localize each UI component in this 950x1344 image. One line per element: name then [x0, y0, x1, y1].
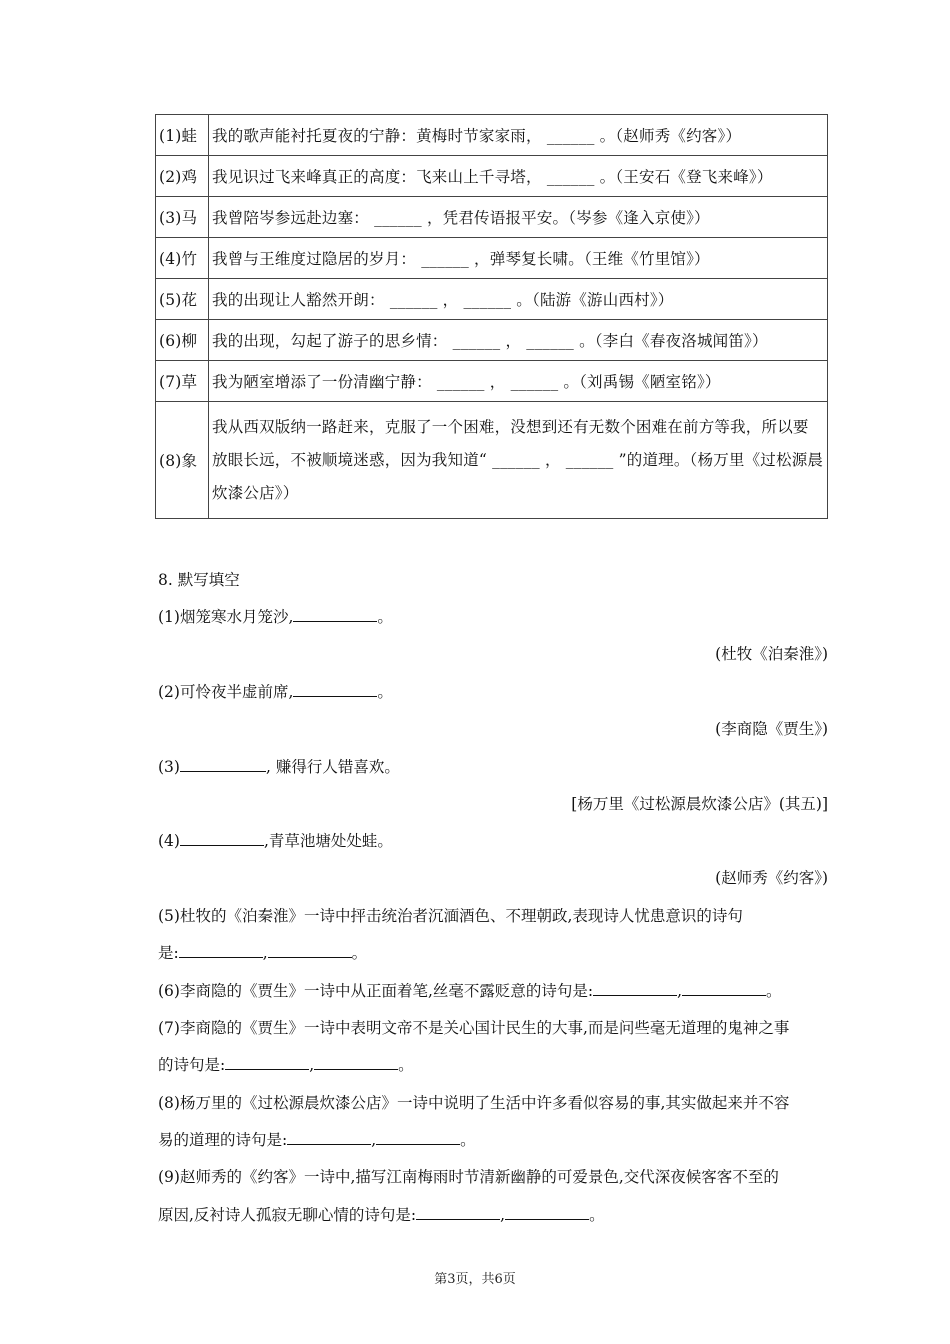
question-text: , 赚得行人错喜欢。	[265, 758, 400, 776]
question-text: 。	[351, 944, 368, 962]
table-row	[156, 238, 828, 279]
question-item	[158, 755, 830, 777]
question-text: 是:	[158, 944, 179, 962]
table-row	[156, 115, 828, 156]
question-text: (5)杜牧的《泊秦淮》一诗中抨击统治者沉湎酒色、不理朝政,表现诗人忧患意识的诗句	[158, 907, 743, 925]
question-item	[158, 829, 830, 851]
row-label: (8)象	[156, 402, 209, 519]
table-row	[156, 320, 828, 361]
answer-blank[interactable]	[314, 1055, 398, 1070]
row-text: 我见识过飞来峰真正的高度：飞来山上千寻塔， ______ 。（王安石《登飞来峰》）	[209, 156, 828, 197]
question-text: 。	[377, 608, 393, 626]
question-text: (4)	[158, 832, 180, 850]
answer-blank[interactable]	[293, 607, 377, 622]
row-label: (6)柳	[156, 320, 209, 361]
question-item	[158, 1203, 830, 1225]
answer-blank[interactable]	[268, 943, 352, 958]
question-text: 。	[766, 982, 782, 1000]
question-text: 的诗句是:	[158, 1056, 226, 1074]
question-text: 。	[460, 1131, 476, 1149]
row-text: 我为陋室增添了一份清幽宁静： ______ ， ______ 。（刘禹锡《陋室铭》）	[209, 361, 828, 402]
question-text: (7)李商隐的《贾生》一诗中表明文帝不是关心国计民生的大事,而是问些毫无道理的鬼神之事	[158, 1019, 790, 1037]
question-text: 。	[589, 1206, 605, 1224]
table-row	[156, 197, 828, 238]
poem-source: [杨万里《过松源晨炊漆公店》(其五)]	[571, 795, 828, 813]
question-item	[158, 1128, 830, 1150]
question-item	[158, 605, 830, 627]
answer-blank[interactable]	[593, 981, 677, 996]
question-item	[158, 680, 830, 702]
answer-blank[interactable]	[180, 757, 266, 772]
row-label: (1)蛙	[156, 115, 209, 156]
page-footer: 第3页，共6页	[434, 1272, 516, 1287]
row-text: 我从西双版纳一路赶来，克服了一个困难，没想到还有无数个困难在前方等我，所以要放眼长远，不被顺境迷惑，因为我知道“ ______ ， ______ ”的道理。（杨万里《过松源晨炊漆公店》）	[209, 402, 828, 519]
question-text: ,	[262, 944, 268, 962]
row-text: 我曾陪岑参远赴边塞： ______ ，凭君传语报平安。（岑参《逢入京使》）	[209, 197, 828, 238]
answer-blank[interactable]	[225, 1055, 309, 1070]
answer-blank[interactable]	[179, 943, 263, 958]
row-label: (2)鸡	[156, 156, 209, 197]
question-text: (2)可怜夜半虚前席,	[158, 683, 294, 701]
question-text: ,	[309, 1056, 315, 1074]
poem-source: (杜牧《泊秦淮》)	[715, 645, 828, 663]
question-text: (6)李商隐的《贾生》一诗中从正面着笔,丝毫不露贬意的诗句是:	[158, 982, 594, 1000]
row-label: (3)马	[156, 197, 209, 238]
question-text: (8)杨万里的《过松源晨炊漆公店》一诗中说明了生活中许多看似容易的事,其实做起来并不容	[158, 1094, 790, 1112]
question-text: 易的道理的诗句是:	[158, 1131, 288, 1149]
question-text: ,青草池塘处处蛙。	[263, 832, 393, 850]
poem-fill-table	[155, 114, 828, 519]
row-text: 我的出现，勾起了游子的思乡情： ______ ， ______ 。（李白《春夜洛城闻笛》）	[209, 320, 828, 361]
question-text: 。	[377, 683, 393, 701]
question-text: 原因,反衬诗人孤寂无聊心情的诗句是:	[158, 1206, 417, 1224]
answer-blank[interactable]	[505, 1205, 589, 1220]
table-row	[156, 361, 828, 402]
table-row	[156, 402, 828, 519]
question-text: 。	[398, 1056, 414, 1074]
answer-blank[interactable]	[293, 682, 377, 697]
question-8-header: 8. 默写填空	[158, 571, 240, 589]
question-text: ,	[677, 982, 683, 1000]
table-row	[156, 279, 828, 320]
row-text: 我的歌声能衬托夏夜的宁静：黄梅时节家家雨， ______ 。（赵师秀《约客》）	[209, 115, 828, 156]
row-label: (7)草	[156, 361, 209, 402]
answer-blank[interactable]	[416, 1205, 500, 1220]
answer-blank[interactable]	[376, 1130, 460, 1145]
row-label: (5)花	[156, 279, 209, 320]
row-text: 我曾与王维度过隐居的岁月： ______ ，弹琴复长啸。（王维《竹里馆》）	[209, 238, 828, 279]
poem-source: (赵师秀《约客》)	[715, 869, 828, 887]
table-row	[156, 156, 828, 197]
row-text: 我的出现让人豁然开朗： ______ ， ______ 。（陆游《游山西村》）	[209, 279, 828, 320]
poem-source: (李商隐《贾生》)	[715, 720, 828, 738]
answer-blank[interactable]	[287, 1130, 371, 1145]
question-item	[158, 941, 830, 963]
row-label: (4)竹	[156, 238, 209, 279]
question-text: (3)	[158, 758, 180, 776]
question-text: (9)赵师秀的《约客》一诗中,描写江南梅雨时节清新幽静的可爱景色,交代深夜候客客不至的	[158, 1168, 779, 1186]
question-text: ,	[371, 1131, 377, 1149]
answer-blank[interactable]	[180, 831, 264, 846]
answer-blank[interactable]	[682, 981, 766, 996]
question-text: (1)烟笼寒水月笼沙,	[158, 608, 294, 626]
question-item	[158, 979, 830, 1001]
question-item	[158, 1053, 830, 1075]
question-text: ,	[500, 1206, 506, 1224]
